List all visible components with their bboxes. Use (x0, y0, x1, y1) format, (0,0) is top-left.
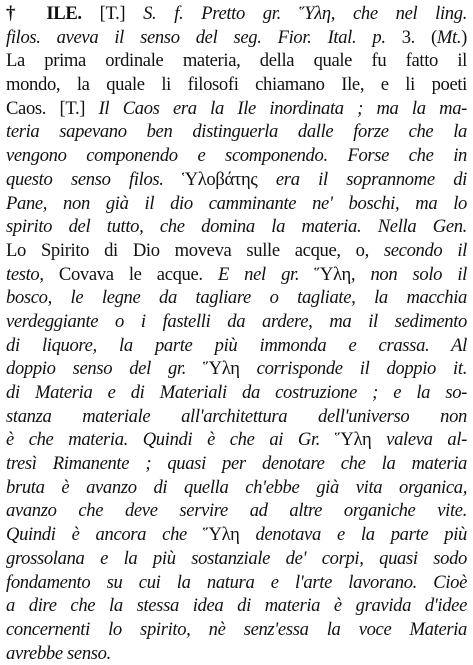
text-line (6, 381, 467, 405)
text-segment: grossolana e la più sostanziale de' corpi, quasi sodo (6, 547, 467, 569)
text-segment: di liquore, la parte più immonda e crassa. Al (6, 334, 467, 356)
text-line (6, 239, 467, 263)
text-segment: valeva al- (371, 429, 467, 451)
text-segment: era il soprannome di (257, 168, 467, 190)
text-line (6, 405, 467, 429)
text-segment: Ὑλοβάτης (182, 168, 258, 190)
text-segment: bruta è avanzo di quella ch'ebbe già vita organica, (6, 476, 467, 498)
text-line (6, 144, 467, 168)
text-line (6, 120, 467, 144)
text-segment: Il Caos era la Ile inordinata ; ma la ma- (98, 97, 467, 119)
text-segment: E nel gr. (217, 263, 315, 285)
text-line (6, 2, 467, 26)
text-segment: vengono componendo e scomponendo. Forse che in (6, 145, 467, 167)
text-segment: verdeggiante o i fastelli da ardere, ma il sedimento (6, 310, 467, 332)
text-segment: è che materia. Quindi è che ai Gr. (6, 429, 335, 451)
text-segment: denotava e la parte più (239, 524, 467, 546)
text-segment: spirito del tutto, che domina la materia. Nella Gen. (6, 216, 467, 238)
text-line (6, 192, 467, 216)
text-line (6, 547, 467, 571)
text-segment: Ὕλη (298, 3, 331, 24)
text-segment: tresì Rimanente ; quasi per denotare che la materia (6, 453, 467, 475)
text-segment: [T.] (81, 3, 144, 24)
text-line (6, 499, 467, 523)
text-segment: ) (461, 26, 467, 48)
text-segment: Pane, non già il dio camminante ne' boschi, ma lo (6, 192, 467, 214)
text-segment: Mt. (436, 26, 462, 48)
text-segment: Covava le acque. (58, 263, 218, 285)
text-line (6, 642, 467, 665)
text-segment: Ὕλη (203, 358, 240, 380)
text-segment: testo, (6, 263, 59, 285)
text-segment: bosco, le legne da tagliare o tagliate, la macchia (6, 287, 467, 309)
text-segment: di Materia e di Materiali da costruzione ; e la so- (6, 382, 467, 403)
text-segment: doppio senso del gr. (6, 358, 204, 380)
text-segment: Quindi è ancora che (6, 524, 203, 546)
text-line (6, 263, 467, 287)
text-line (6, 310, 467, 334)
text-segment: mondo, la quale li filosofi chiamano Ile, e li poeti (6, 74, 467, 96)
text-segment: avrebbe senso. (6, 642, 111, 664)
text-segment: Caos. [T.] (6, 97, 99, 119)
text-line (6, 73, 467, 97)
text-segment: 3. ( (401, 26, 437, 48)
text-segment: , che nel ling. (330, 3, 467, 24)
text-line (6, 452, 467, 476)
text-segment: Lo Spirito di Dio moveva sulle acque, o, (6, 239, 384, 261)
text-line (6, 49, 467, 73)
headword: † ILE. (6, 3, 82, 24)
text-line (6, 26, 467, 50)
text-segment: questo senso filos. (6, 168, 183, 190)
text-line (6, 571, 467, 595)
text-segment: Ὕλη (202, 524, 240, 546)
text-line (6, 215, 467, 239)
text-segment: fondamento su cui la natura e l'arte lavorano. Cioè (6, 571, 467, 593)
dictionary-entry (6, 2, 467, 665)
text-line (6, 476, 467, 500)
text-line (6, 97, 467, 121)
text-segment: a dire che la stessa idea di materia è gravida d'idee (6, 595, 467, 617)
text-line (6, 334, 467, 358)
text-segment: La prima ordinale materia, della quale fu fatto il (6, 50, 467, 72)
text-line (6, 523, 467, 547)
text-segment: Ὕλη (314, 263, 351, 285)
text-line (6, 428, 467, 452)
text-segment: secondo il (383, 239, 467, 261)
text-segment: stanza materiale all'architettura dell'universo non (6, 405, 467, 427)
text-line (6, 357, 467, 381)
text-segment: concernenti lo spirito, nè senz'essa la voce Materia (6, 618, 467, 640)
text-segment: Ὕλη (334, 429, 372, 451)
text-segment: avanzo che deve servire ad altre organiche vite. (6, 500, 467, 522)
text-line (6, 168, 467, 192)
text-segment: filos. aveva il senso del seg. Fior. Ital. p. (6, 26, 402, 48)
text-segment: corrisponde il doppio it. (239, 358, 467, 380)
text-segment: teria sapevano ben distinguerla dalle forze che la (6, 121, 467, 143)
text-line (6, 286, 467, 310)
text-line (6, 618, 467, 642)
text-line (6, 594, 467, 618)
text-segment: , non solo il (350, 263, 467, 285)
text-segment: S. f. Pretto gr. (143, 3, 299, 24)
